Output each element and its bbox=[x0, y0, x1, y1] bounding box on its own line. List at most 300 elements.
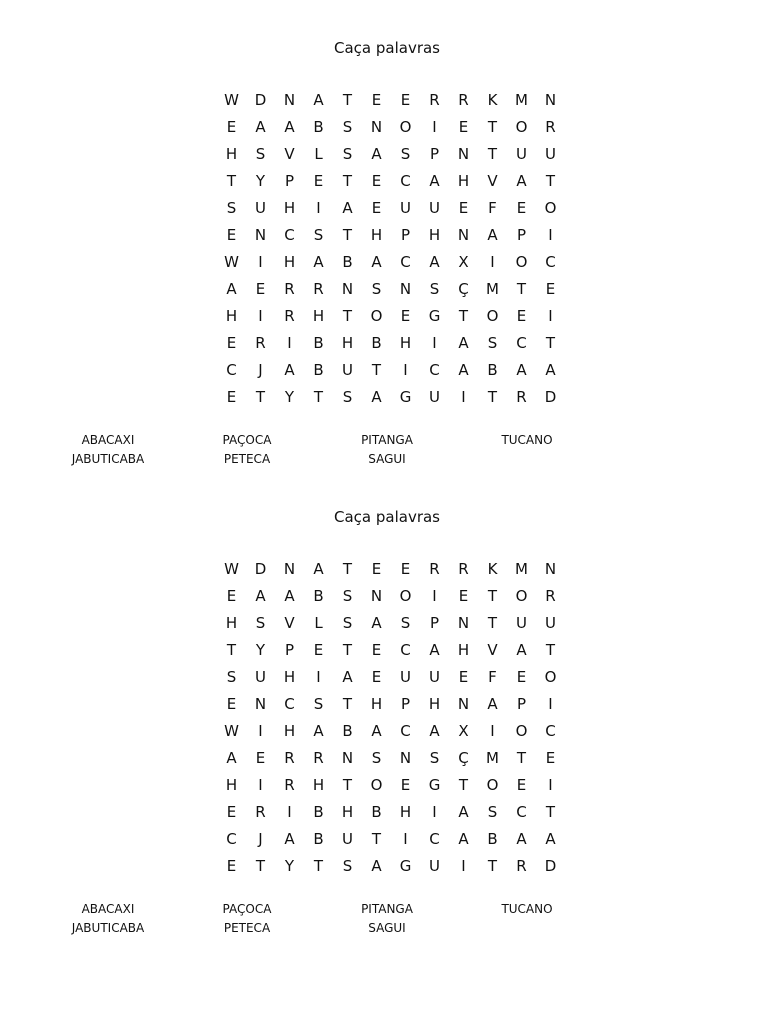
grid-letter: E bbox=[226, 333, 237, 352]
grid-letter: W bbox=[224, 252, 239, 271]
grid-letter: T bbox=[545, 171, 556, 190]
grid-letter: E bbox=[458, 198, 469, 217]
grid-letter: T bbox=[342, 775, 353, 794]
grid-letter: T bbox=[516, 279, 527, 298]
grid-letter: M bbox=[486, 748, 499, 767]
grid-letter: P bbox=[284, 171, 295, 190]
grid-letter: A bbox=[226, 279, 237, 298]
grid-letter: K bbox=[487, 90, 498, 109]
grid-letter: I bbox=[432, 586, 437, 605]
grid-letter: B bbox=[313, 360, 324, 379]
grid-letter: O bbox=[515, 117, 528, 136]
grid-letter: N bbox=[283, 559, 296, 578]
grid-letter: V bbox=[284, 613, 295, 632]
grid-letter: U bbox=[255, 667, 266, 686]
grid-letter: J bbox=[258, 829, 263, 848]
grid-letter: O bbox=[515, 252, 528, 271]
grid-letter: I bbox=[316, 667, 321, 686]
grid-letter: F bbox=[488, 198, 497, 217]
grid-letter: E bbox=[226, 802, 237, 821]
grid-row bbox=[217, 275, 565, 302]
grid-letter: U bbox=[545, 613, 556, 632]
word-list bbox=[0, 900, 768, 940]
grid-letter: T bbox=[458, 775, 469, 794]
grid-letter: N bbox=[457, 144, 470, 163]
grid-letter: T bbox=[255, 856, 266, 875]
word-list-item: JABUTICABA bbox=[71, 921, 145, 935]
grid-letter: H bbox=[283, 198, 296, 217]
grid-letter: N bbox=[399, 279, 412, 298]
grid-letter: N bbox=[457, 694, 470, 713]
grid-letter: O bbox=[544, 198, 557, 217]
grid-letter: N bbox=[341, 748, 354, 767]
grid-letter: R bbox=[255, 333, 266, 352]
grid-row bbox=[217, 717, 565, 744]
grid-letter: E bbox=[545, 748, 556, 767]
grid-letter: I bbox=[258, 306, 263, 325]
grid-letter: S bbox=[487, 802, 498, 821]
grid-letter: N bbox=[254, 694, 267, 713]
grid-letter: A bbox=[429, 252, 440, 271]
word-search-puzzle bbox=[0, 469, 768, 939]
grid-row bbox=[217, 582, 565, 609]
grid-letter: U bbox=[429, 387, 440, 406]
grid-letter: S bbox=[429, 748, 440, 767]
grid-row bbox=[217, 663, 565, 690]
grid-letter: I bbox=[403, 829, 408, 848]
grid-letter: H bbox=[283, 667, 296, 686]
grid-letter: O bbox=[486, 775, 499, 794]
grid-letter: L bbox=[314, 144, 323, 163]
grid-letter: A bbox=[458, 360, 469, 379]
grid-letter: I bbox=[461, 387, 466, 406]
grid-letter: T bbox=[313, 856, 324, 875]
grid-letter: U bbox=[400, 198, 411, 217]
grid-letter: I bbox=[258, 252, 263, 271]
grid-letter: R bbox=[458, 559, 469, 578]
word-list-item: PAÇOCA bbox=[222, 433, 272, 447]
grid-letter: A bbox=[516, 360, 527, 379]
grid-letter: E bbox=[400, 775, 411, 794]
grid-letter: E bbox=[516, 775, 527, 794]
grid-letter: V bbox=[284, 144, 295, 163]
grid-letter: H bbox=[312, 775, 325, 794]
grid-letter: T bbox=[487, 144, 498, 163]
grid-letter: C bbox=[400, 640, 411, 659]
grid-letter: B bbox=[313, 117, 324, 136]
grid-letter: H bbox=[428, 694, 441, 713]
grid-letter: U bbox=[545, 144, 556, 163]
grid-letter: D bbox=[544, 387, 557, 406]
grid-letter: T bbox=[516, 748, 527, 767]
grid-letter: S bbox=[342, 144, 353, 163]
grid-letter: I bbox=[287, 333, 292, 352]
grid-letter: E bbox=[313, 171, 324, 190]
grid-row bbox=[217, 690, 565, 717]
grid-letter: T bbox=[313, 387, 324, 406]
grid-letter: G bbox=[399, 387, 412, 406]
grid-letter: R bbox=[516, 856, 527, 875]
grid-letter: P bbox=[400, 225, 411, 244]
grid-letter: U bbox=[400, 667, 411, 686]
grid-letter: I bbox=[432, 117, 437, 136]
grid-letter: A bbox=[371, 252, 382, 271]
word-list-item: PITANGA bbox=[361, 433, 413, 447]
grid-letter: T bbox=[458, 306, 469, 325]
puzzle-title: Caça palavras bbox=[334, 508, 440, 526]
grid-letter: T bbox=[487, 613, 498, 632]
grid-letter: V bbox=[487, 640, 498, 659]
grid-letter: E bbox=[226, 856, 237, 875]
grid-letter: S bbox=[487, 333, 498, 352]
grid-letter: T bbox=[545, 333, 556, 352]
word-list-item: PAÇOCA bbox=[222, 902, 272, 916]
grid-letter: S bbox=[371, 748, 382, 767]
grid-letter: U bbox=[429, 667, 440, 686]
grid-letter: A bbox=[313, 559, 324, 578]
grid-letter: R bbox=[284, 279, 295, 298]
grid-letter: C bbox=[400, 171, 411, 190]
word-search-puzzle bbox=[0, 0, 768, 470]
grid-letter: E bbox=[371, 640, 382, 659]
grid-letter: T bbox=[342, 171, 353, 190]
puzzle-title: Caça palavras bbox=[334, 39, 440, 57]
grid-letter: S bbox=[342, 586, 353, 605]
grid-letter: I bbox=[461, 856, 466, 875]
grid-row bbox=[217, 329, 565, 356]
grid-letter: E bbox=[313, 640, 324, 659]
grid-row bbox=[217, 356, 565, 383]
grid-letter: E bbox=[226, 694, 237, 713]
grid-letter: G bbox=[428, 306, 441, 325]
grid-letter: A bbox=[429, 171, 440, 190]
grid-letter: A bbox=[284, 360, 295, 379]
grid-letter: E bbox=[226, 387, 237, 406]
grid-letter: A bbox=[342, 667, 353, 686]
grid-letter: E bbox=[226, 225, 237, 244]
grid-letter: O bbox=[370, 775, 383, 794]
grid-letter: S bbox=[255, 613, 266, 632]
grid-letter: T bbox=[342, 90, 353, 109]
grid-letter: B bbox=[313, 829, 324, 848]
grid-letter: T bbox=[371, 829, 382, 848]
grid-letter: T bbox=[487, 117, 498, 136]
grid-letter: E bbox=[516, 667, 527, 686]
grid-letter: O bbox=[486, 306, 499, 325]
grid-letter: H bbox=[225, 613, 238, 632]
grid-letter: X bbox=[458, 721, 469, 740]
grid-letter: H bbox=[225, 306, 238, 325]
grid-letter: E bbox=[458, 586, 469, 605]
grid-letter: I bbox=[548, 306, 553, 325]
grid-letter: T bbox=[342, 640, 353, 659]
grid-letter: R bbox=[516, 387, 527, 406]
grid-letter: H bbox=[399, 802, 412, 821]
grid-letter: S bbox=[400, 144, 411, 163]
grid-letter: E bbox=[371, 171, 382, 190]
grid-letter: N bbox=[544, 90, 557, 109]
grid-letter: G bbox=[399, 856, 412, 875]
grid-letter: A bbox=[371, 721, 382, 740]
grid-letter: C bbox=[284, 694, 295, 713]
grid-letter: B bbox=[342, 252, 353, 271]
grid-letter: B bbox=[371, 802, 382, 821]
grid-letter: Ç bbox=[458, 279, 469, 298]
grid-letter: A bbox=[516, 171, 527, 190]
grid-letter: H bbox=[225, 144, 238, 163]
grid-row bbox=[217, 194, 565, 221]
grid-letter: E bbox=[400, 90, 411, 109]
grid-letter: C bbox=[545, 252, 556, 271]
grid-row bbox=[217, 113, 565, 140]
grid-letter: I bbox=[258, 721, 263, 740]
grid-letter: Y bbox=[284, 856, 295, 875]
grid-letter: T bbox=[342, 306, 353, 325]
grid-letter: H bbox=[370, 225, 383, 244]
grid-letter: N bbox=[370, 117, 383, 136]
grid-letter: N bbox=[283, 90, 296, 109]
grid-letter: A bbox=[313, 252, 324, 271]
letter-grid bbox=[217, 555, 565, 879]
grid-letter: O bbox=[544, 667, 557, 686]
grid-letter: N bbox=[370, 586, 383, 605]
grid-letter: B bbox=[313, 586, 324, 605]
grid-letter: T bbox=[342, 225, 353, 244]
grid-letter: O bbox=[515, 586, 528, 605]
grid-letter: T bbox=[226, 640, 237, 659]
grid-letter: A bbox=[516, 640, 527, 659]
grid-letter: R bbox=[429, 559, 440, 578]
grid-letter: G bbox=[428, 775, 441, 794]
grid-letter: E bbox=[458, 667, 469, 686]
grid-letter: A bbox=[545, 360, 556, 379]
grid-letter: T bbox=[487, 387, 498, 406]
grid-letter: O bbox=[515, 721, 528, 740]
letter-grid bbox=[217, 86, 565, 410]
grid-letter: A bbox=[458, 333, 469, 352]
word-list-item: PITANGA bbox=[361, 902, 413, 916]
word-list-item: TUCANO bbox=[501, 902, 553, 916]
grid-letter: H bbox=[283, 252, 296, 271]
grid-letter: E bbox=[371, 90, 382, 109]
grid-letter: S bbox=[313, 225, 324, 244]
grid-letter: A bbox=[429, 721, 440, 740]
grid-letter: H bbox=[399, 333, 412, 352]
grid-letter: A bbox=[226, 748, 237, 767]
grid-letter: A bbox=[458, 829, 469, 848]
grid-letter: A bbox=[458, 802, 469, 821]
grid-letter: D bbox=[544, 856, 557, 875]
grid-letter: I bbox=[490, 252, 495, 271]
grid-letter: I bbox=[432, 802, 437, 821]
grid-letter: S bbox=[342, 117, 353, 136]
grid-letter: B bbox=[487, 360, 498, 379]
grid-letter: H bbox=[370, 694, 383, 713]
grid-letter: S bbox=[400, 613, 411, 632]
grid-letter: H bbox=[341, 333, 354, 352]
grid-letter: Y bbox=[255, 171, 266, 190]
grid-letter: R bbox=[284, 775, 295, 794]
grid-letter: W bbox=[224, 721, 239, 740]
grid-letter: F bbox=[488, 667, 497, 686]
grid-letter: U bbox=[429, 856, 440, 875]
grid-row bbox=[217, 86, 565, 113]
grid-letter: E bbox=[400, 559, 411, 578]
grid-row bbox=[217, 140, 565, 167]
grid-letter: M bbox=[515, 90, 528, 109]
grid-letter: T bbox=[487, 586, 498, 605]
grid-letter: O bbox=[370, 306, 383, 325]
word-list-item: JABUTICABA bbox=[71, 452, 145, 466]
grid-letter: I bbox=[548, 775, 553, 794]
grid-letter: E bbox=[516, 198, 527, 217]
grid-letter: H bbox=[225, 775, 238, 794]
grid-row bbox=[217, 636, 565, 663]
grid-letter: B bbox=[371, 333, 382, 352]
grid-letter: A bbox=[487, 694, 498, 713]
grid-letter: J bbox=[258, 360, 263, 379]
word-list bbox=[0, 431, 768, 471]
grid-letter: H bbox=[457, 171, 470, 190]
grid-letter: D bbox=[254, 90, 267, 109]
grid-letter: C bbox=[545, 721, 556, 740]
word-list-item: ABACAXI bbox=[81, 902, 135, 916]
grid-row bbox=[217, 302, 565, 329]
grid-row bbox=[217, 744, 565, 771]
grid-letter: R bbox=[429, 90, 440, 109]
grid-letter: I bbox=[403, 360, 408, 379]
grid-row bbox=[217, 798, 565, 825]
grid-letter: I bbox=[490, 721, 495, 740]
grid-letter: L bbox=[314, 613, 323, 632]
grid-letter: S bbox=[342, 856, 353, 875]
grid-letter: N bbox=[399, 748, 412, 767]
grid-letter: S bbox=[371, 279, 382, 298]
grid-letter: P bbox=[429, 144, 440, 163]
grid-letter: R bbox=[284, 306, 295, 325]
grid-letter: B bbox=[313, 802, 324, 821]
grid-letter: A bbox=[371, 144, 382, 163]
grid-letter: E bbox=[255, 748, 266, 767]
grid-letter: S bbox=[313, 694, 324, 713]
grid-letter: S bbox=[255, 144, 266, 163]
grid-row bbox=[217, 609, 565, 636]
grid-letter: C bbox=[284, 225, 295, 244]
grid-letter: P bbox=[400, 694, 411, 713]
grid-letter: H bbox=[283, 721, 296, 740]
grid-letter: W bbox=[224, 90, 239, 109]
grid-row bbox=[217, 771, 565, 798]
grid-letter: A bbox=[313, 90, 324, 109]
grid-row bbox=[217, 248, 565, 275]
grid-letter: O bbox=[399, 586, 412, 605]
grid-letter: T bbox=[487, 856, 498, 875]
grid-letter: S bbox=[226, 198, 237, 217]
grid-letter: E bbox=[371, 198, 382, 217]
word-list-item: PETECA bbox=[223, 921, 271, 935]
grid-letter: X bbox=[458, 252, 469, 271]
grid-letter: N bbox=[341, 279, 354, 298]
grid-letter: R bbox=[545, 586, 556, 605]
grid-letter: C bbox=[429, 360, 440, 379]
grid-letter: A bbox=[313, 721, 324, 740]
grid-letter: P bbox=[516, 225, 527, 244]
grid-letter: U bbox=[255, 198, 266, 217]
grid-letter: V bbox=[487, 171, 498, 190]
grid-letter: U bbox=[342, 360, 353, 379]
grid-letter: U bbox=[516, 144, 527, 163]
grid-letter: C bbox=[400, 252, 411, 271]
grid-letter: N bbox=[457, 613, 470, 632]
grid-letter: B bbox=[487, 829, 498, 848]
grid-letter: M bbox=[486, 279, 499, 298]
grid-letter: R bbox=[313, 279, 324, 298]
grid-letter: C bbox=[400, 721, 411, 740]
grid-letter: A bbox=[284, 829, 295, 848]
grid-letter: D bbox=[254, 559, 267, 578]
grid-letter: S bbox=[429, 279, 440, 298]
grid-row bbox=[217, 555, 565, 582]
grid-letter: E bbox=[226, 586, 237, 605]
word-list-item: ABACAXI bbox=[81, 433, 135, 447]
grid-letter: H bbox=[457, 640, 470, 659]
grid-row bbox=[217, 825, 565, 852]
grid-letter: U bbox=[429, 198, 440, 217]
grid-letter: A bbox=[255, 586, 266, 605]
grid-letter: E bbox=[371, 559, 382, 578]
grid-letter: H bbox=[341, 802, 354, 821]
grid-letter: R bbox=[313, 748, 324, 767]
grid-letter: W bbox=[224, 559, 239, 578]
word-list-item: TUCANO bbox=[501, 433, 553, 447]
grid-row bbox=[217, 383, 565, 410]
grid-letter: P bbox=[429, 613, 440, 632]
grid-letter: A bbox=[342, 198, 353, 217]
grid-letter: U bbox=[342, 829, 353, 848]
grid-letter: T bbox=[545, 802, 556, 821]
grid-letter: A bbox=[429, 640, 440, 659]
grid-letter: E bbox=[400, 306, 411, 325]
grid-letter: S bbox=[342, 387, 353, 406]
grid-letter: E bbox=[226, 117, 237, 136]
grid-letter: A bbox=[255, 117, 266, 136]
grid-letter: T bbox=[255, 387, 266, 406]
grid-letter: U bbox=[516, 613, 527, 632]
grid-letter: R bbox=[545, 117, 556, 136]
grid-row bbox=[217, 221, 565, 248]
grid-letter: P bbox=[284, 640, 295, 659]
grid-letter: K bbox=[487, 559, 498, 578]
word-list-item: SAGUI bbox=[368, 452, 406, 466]
grid-letter: S bbox=[226, 667, 237, 686]
grid-letter: N bbox=[457, 225, 470, 244]
grid-letter: T bbox=[226, 171, 237, 190]
grid-letter: B bbox=[313, 333, 324, 352]
grid-letter: Y bbox=[284, 387, 295, 406]
grid-letter: A bbox=[371, 387, 382, 406]
word-list-item: SAGUI bbox=[368, 921, 406, 935]
grid-letter: C bbox=[516, 802, 527, 821]
grid-letter: B bbox=[342, 721, 353, 740]
grid-letter: N bbox=[544, 559, 557, 578]
grid-letter: I bbox=[548, 694, 553, 713]
grid-letter: N bbox=[254, 225, 267, 244]
grid-letter: E bbox=[516, 306, 527, 325]
grid-letter: A bbox=[284, 586, 295, 605]
grid-letter: M bbox=[515, 559, 528, 578]
grid-letter: Ç bbox=[458, 748, 469, 767]
grid-letter: E bbox=[545, 279, 556, 298]
